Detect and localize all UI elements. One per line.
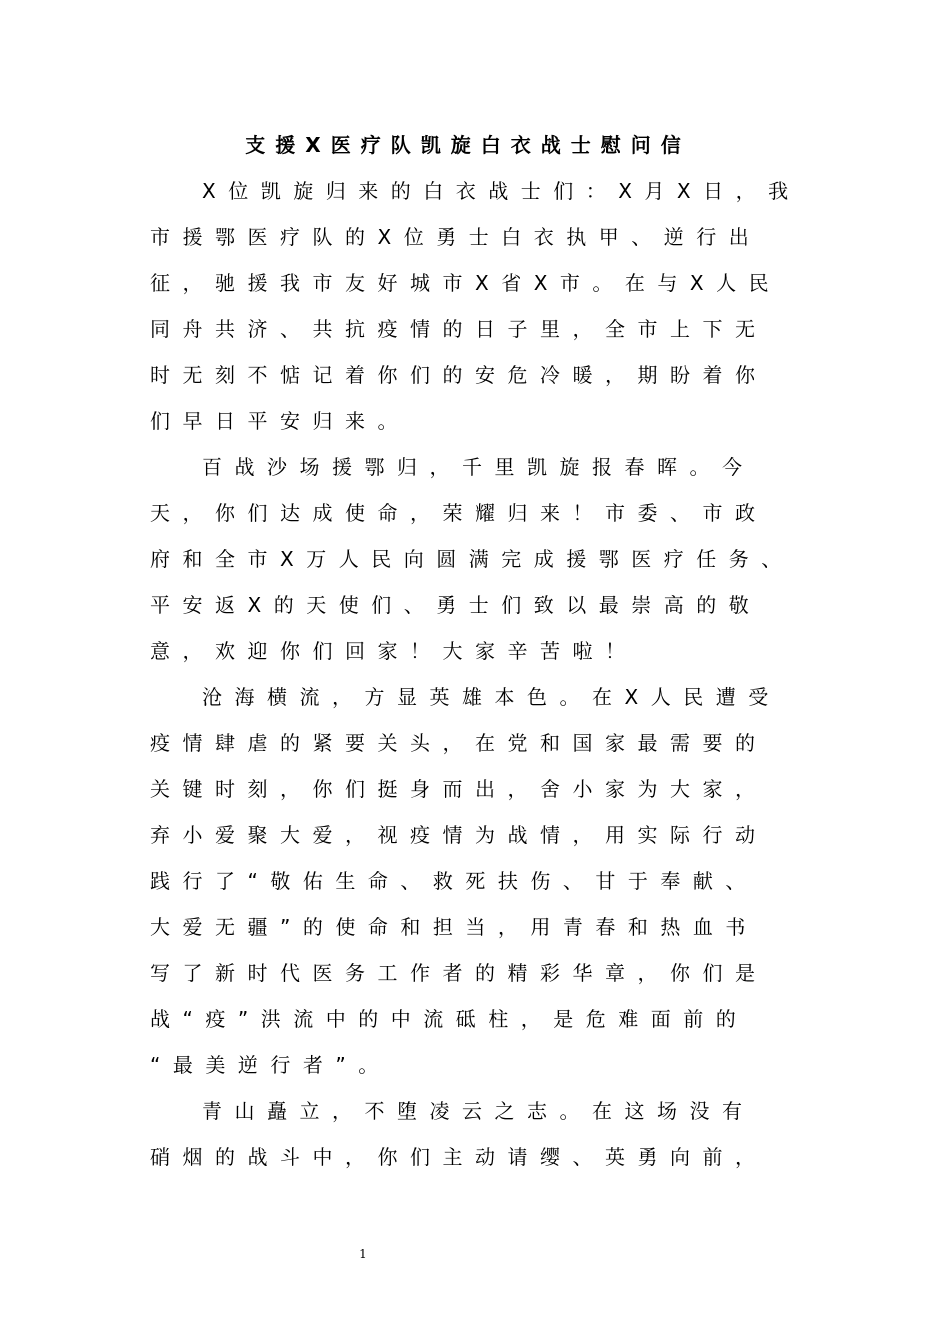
paragraph-line: 府和全市X万人民向圆满完成援鄂医疗任务、 (150, 547, 794, 571)
paragraph-line: 沧海横流，方显英雄本色。在X人民遭受 (202, 685, 781, 709)
paragraph-line: 天，你们达成使命，荣耀归来！市委、市政 (150, 501, 768, 525)
paragraph-line: “最美逆行者”。 (150, 1053, 391, 1077)
paragraph-line: 践行了“敬佑生命、救死扶伤、甘于奉献、 (150, 869, 758, 893)
paragraph-line: 平安返X的天使们、勇士们致以最崇高的敬 (150, 593, 762, 617)
paragraph-line: 征，驰援我市友好城市X省X市。在与X人民 (150, 271, 782, 295)
paragraph-line: 们早日平安归来。 (150, 409, 410, 433)
paragraph-line: X位凯旋归来的白衣战士们：X月X日，我 (202, 179, 801, 203)
paragraph-line: 大爱无疆”的使命和担当，用青春和热血书 (150, 915, 758, 939)
paragraph-line: 硝烟的战斗中，你们主动请缨、英勇向前， (150, 1145, 768, 1169)
paragraph-line: 青山矗立，不堕凌云之志。在这场没有 (202, 1099, 755, 1123)
paragraph-line: 意，欢迎你们回家！大家辛苦啦！ (150, 639, 638, 663)
paragraph-line: 百战沙场援鄂归，千里凯旋报春晖。今 (202, 455, 755, 479)
paragraph-line: 战“疫”洪流中的中流砥柱，是危难面前的 (150, 1007, 749, 1031)
letter-body (150, 168, 801, 1180)
paragraph-line: 疫情肆虐的紧要关头，在党和国家最需要的 (150, 731, 768, 755)
page-number: 1 (359, 1247, 367, 1261)
paragraph-line: 市援鄂医疗队的X位勇士白衣执甲、逆行出 (150, 225, 762, 249)
paragraph-line: 同舟共济、共抗疫情的日子里，全市上下无 (150, 317, 768, 341)
paragraph-line: 写了新时代医务工作者的精彩华章，你们是 (150, 961, 768, 985)
letter-title: 支援X医疗队凯旋白衣战士慰问信 (245, 133, 691, 157)
paragraph-line: 弃小爱聚大爱，视疫情为战情，用实际行动 (150, 823, 768, 847)
paragraph-line: 时无刻不惦记着你们的安危冷暖，期盼着你 (150, 363, 768, 387)
paragraph-line: 关键时刻，你们挺身而出，舍小家为大家， (150, 777, 768, 801)
